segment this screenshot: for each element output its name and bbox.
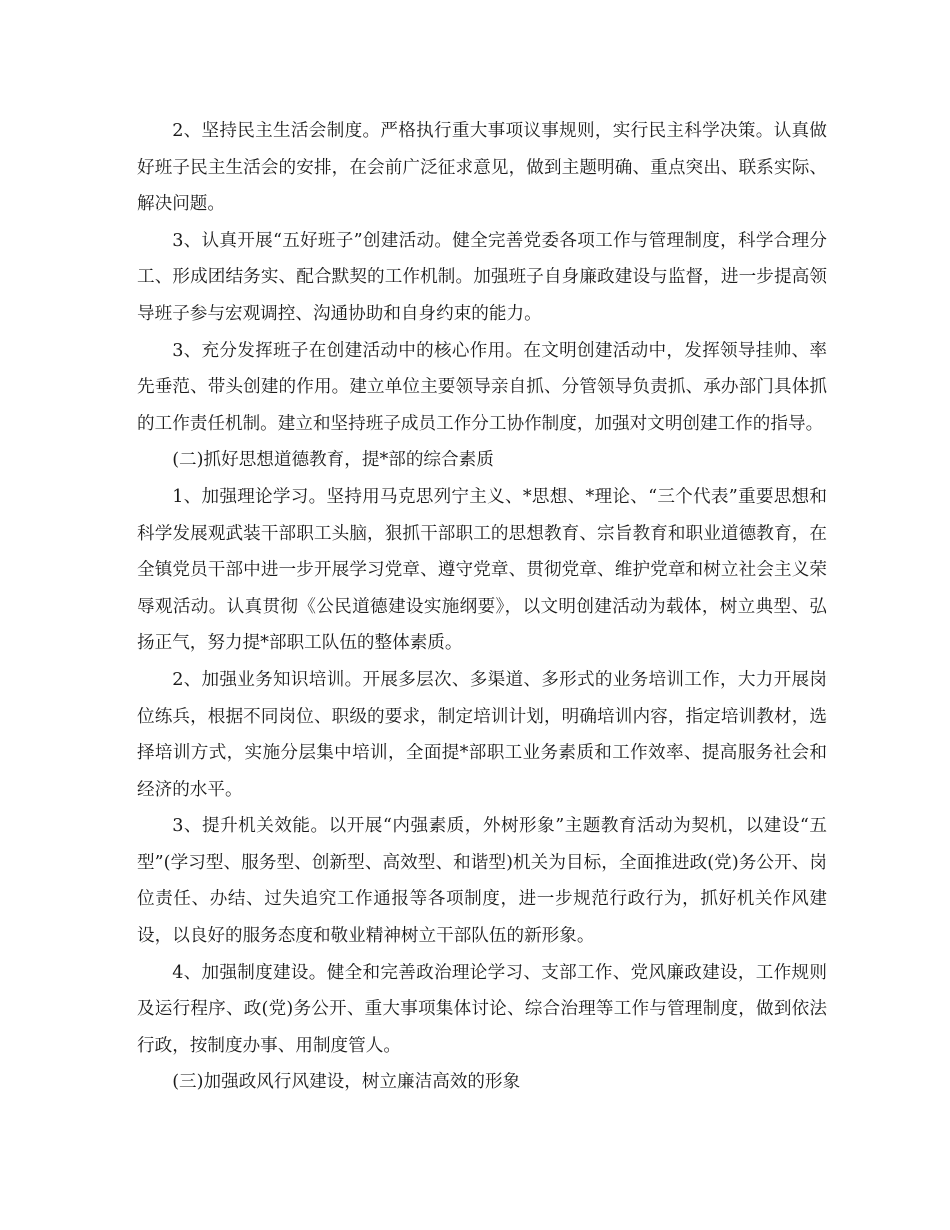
paragraph-agency-efficiency: 3、提升机关效能。以开展“内强素质，外树形象”主题教育活动为契机，以建设“五型”(学习型、服务型、创新型、高效型、和谐型)机关为目标，全面推进政(党)务公开、岗位责任、办结、过失追究工作通报等各项制度，进一步规范行政行为，抓好机关作风建设，以良好的服务态度和敬业精神树立干部队伍的新形象。 [137,816,827,947]
paragraph-theory-study: 1、加强理论学习。坚持用马克思列宁主义、*思想、*理论、“三个代表”重要思想和科学发展观武装干部职工头脑，狠抓干部职工的思想教育、宗旨教育和职业道德教育，在全镇党员干部中进一步开展学习党章、遵守党章、贯彻党章、维护党章和树立社会主义荣辱观活动。认真贯彻《公民道德建设实施纲要》，以文明创建活动为载体，树立典型、弘扬正气，努力提*部职工队伍的整体素质。 [137,486,827,654]
paragraph-core-role: 3、充分发挥班子在创建活动中的核心作用。在文明创建活动中，发挥领导挂帅、率先垂范、带头创建的作用。建立单位主要领导亲自抓、分管领导负责抓、承办部门具体抓的工作责任机制。建立和坚持班子成员工作分工协作制度，加强对文明创建工作的指导。 [137,340,827,434]
paragraph-democratic-life: 2、坚持民主生活会制度。严格执行重大事项议事规则，实行民主科学决策。认真做好班子民主生活会的安排，在会前广泛征求意见，做到主题明确、重点突出、联系实际、解决问题。 [137,121,827,215]
paragraph-system-building: 4、加强制度建设。健全和完善政治理论学习、支部工作、党风廉政建设，工作规则及运行程序、政(党)务公开、重大事项集体讨论、综合治理等工作与管理制度，做到依法行政，按制度办事、用制度管人。 [137,962,827,1056]
paragraph-five-good-team: 3、认真开展“五好班子”创建活动。健全完善党委各项工作与管理制度，科学合理分工、形成团结务实、配合默契的工作机制。加强班子自身廉政建设与监督，进一步提高领导班子参与宏观调控、沟通协助和自身约束的能力。 [137,230,827,324]
section-heading-moral-education: (二)抓好思想道德教育，提*部的综合素质 [172,450,494,471]
section-heading-integrity: (三)加强政风行风建设，树立廉洁高效的形象 [172,1072,521,1093]
document-body [137,113,827,1101]
paragraph-business-training: 2、加强业务知识培训。开展多层次、多渠道、多形式的业务培训工作，大力开展岗位练兵，根据不同岗位、职级的要求，制定培训计划，明确培训内容，指定培训教材，选择培训方式，实施分层集中培训，全面提*部职工业务素质和工作效率、提高服务社会和经济的水平。 [137,669,827,800]
